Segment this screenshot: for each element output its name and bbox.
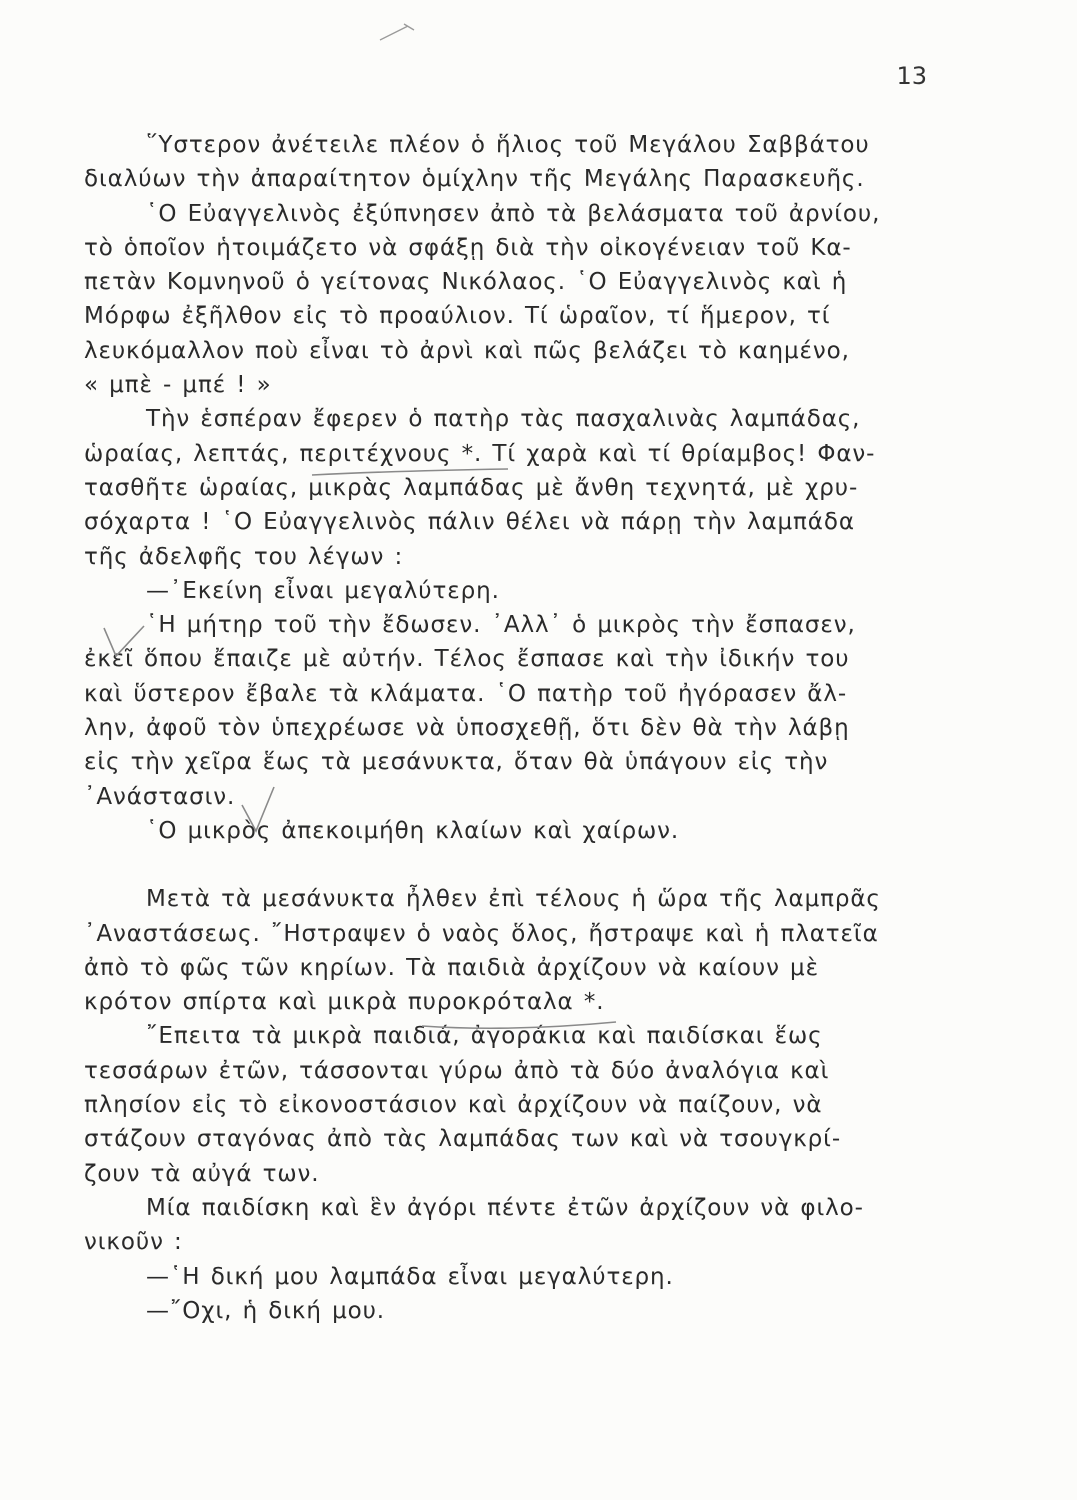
text-line: κρότον σπίρτα καὶ μικρὰ πυροκρόταλα *. (84, 989, 605, 1016)
text-line: ὡραίας, λεπτάς, περιτέχνους *. Τί χαρὰ καὶ τί θρίαμβος! Φαν- (84, 440, 876, 467)
paragraph (84, 882, 944, 1019)
text-line: —῾Η δική μου λαμπάδα εἶναι μεγαλύτερη. (146, 1263, 674, 1290)
dialogue-line (84, 1294, 944, 1328)
page-number: 13 (896, 62, 927, 90)
body-text (84, 128, 944, 1328)
text-line: ῎Επειτα τὰ μικρὰ παιδιά, ἀγοράκια καὶ παιδίσκαι ἕως (146, 1023, 823, 1050)
text-line: ᾿Ανάστασιν. (84, 783, 236, 810)
text-line: διαλύων τὴν ἀπαραίτητον ὁμίχλην τῆς Μεγάλης Παρασκευῆς. (84, 166, 865, 193)
text-line: ῾Η μήτηρ τοῦ τὴν ἔδωσεν. ᾿Αλλ᾿ ὁ μικρὸς τὴν ἔσπασεν, (146, 612, 856, 639)
dialogue-line (84, 574, 944, 608)
dialogue-line (84, 1260, 944, 1294)
text-line: ῾Ο μικρὸς ἀπεκοιμήθη κλαίων καὶ χαίρων. (146, 817, 680, 844)
paragraph (84, 608, 944, 814)
text-line: εἰς τὴν χεῖρα ἕως τὰ μεσάνυκτα, ὅταν θὰ ὑπάγουν εἰς τὴν (84, 749, 829, 776)
paragraph (84, 1191, 944, 1260)
text-line: σόχαρτα ! ῾Ο Εὐαγγελινὸς πάλιν θέλει νὰ πάρῃ τὴν λαμπάδα (84, 509, 855, 536)
text-line: —῎Οχι, ἡ δική μου. (146, 1297, 386, 1324)
text-line: πετὰν Κομνηνοῦ ὁ γείτονας Νικόλαος. ῾Ο Εὐαγγελινὸς καὶ ἡ (84, 269, 848, 296)
paragraph (84, 1019, 944, 1190)
text-line: τεσσάρων ἐτῶν, τάσσονται γύρω ἀπὸ τὰ δύο ἀναλόγια καὶ (84, 1057, 830, 1084)
text-line: « μπὲ - μπέ ! » (84, 372, 272, 399)
text-line: ἐκεῖ ὅπου ἔπαιζε μὲ αὐτήν. Τέλος ἔσπασε καὶ τὴν ἰδικήν του (84, 646, 850, 673)
paragraph (84, 197, 944, 403)
text-line: στάζουν σταγόνας ἀπὸ τὰς λαμπάδας των καὶ νὰ τσουγκρί- (84, 1126, 842, 1153)
text-line: ἀπὸ τὸ φῶς τῶν κηρίων. Τὰ παιδιὰ ἀρχίζουν νὰ καίουν μὲ (84, 954, 819, 981)
text-line: λην, ἀφοῦ τὸν ὑπεχρέωσε νὰ ὑποσχεθῇ, ὅτι δὲν θὰ τὴν λάβῃ (84, 715, 850, 742)
text-line: ῞Υστερον ἀνέτειλε πλέον ὁ ἥλιος τοῦ Μεγάλου Σαββάτου (146, 132, 870, 158)
text-line: ῾Ο Εὐαγγελινὸς ἐξύπνησεν ἀπὸ τὰ βελάσματα τοῦ ἀρνίου, (146, 200, 881, 227)
text-line: τασθῆτε ὡραίας, μικρὰς λαμπάδας μὲ ἄνθη τεχνητά, μὲ χρυ- (84, 474, 859, 501)
text-line: πλησίον εἰς τὸ εἰκονοστάσιον καὶ ἀρχίζουν νὰ παίζουν, νὰ (84, 1092, 823, 1119)
pencil-stray-mark (378, 20, 418, 44)
text-line: —᾿Εκείνη εἶναι μεγαλύτερη. (146, 577, 500, 604)
text-line: Μετὰ τὰ μεσάνυκτα ἦλθεν ἐπὶ τέλους ἡ ὥρα τῆς λαμπρᾶς (146, 886, 881, 913)
text-line: λευκόμαλλον ποὺ εἶναι τὸ ἀρνὶ καὶ πῶς βελάζει τὸ καημένο, (84, 337, 850, 364)
section-gap (84, 848, 944, 882)
text-line: Τὴν ἑσπέραν ἔφερεν ὁ πατὴρ τὰς πασχαλινὰς λαμπάδας, (146, 406, 861, 433)
text-line: νικοῦν : (84, 1229, 183, 1256)
text-line: ζουν τὰ αὐγά των. (84, 1160, 320, 1187)
text-line: Μόρφω ἐξῆλθον εἰς τὸ προαύλιον. Τί ὡραῖον, τί ἥμερον, τί (84, 303, 831, 330)
text-line: ᾿Αναστάσεως. ῎Ηστραψεν ὁ ναὸς ὅλος, ἤστραψε καὶ ἡ πλατεῖα (84, 920, 879, 947)
paragraph (84, 402, 944, 573)
text-line: τῆς ἀδελφῆς του λέγων : (84, 543, 404, 570)
paragraph (84, 814, 944, 848)
text-line: τὸ ὁποῖον ἡτοιμάζετο νὰ σφάξῃ διὰ τὴν οἰκογένειαν τοῦ Κα- (84, 234, 852, 261)
text-line: Μία παιδίσκη καὶ ἓν ἀγόρι πέντε ἐτῶν ἀρχίζουν νὰ φιλο- (146, 1194, 864, 1221)
paragraph (84, 128, 944, 197)
text-line: καὶ ὕστερον ἔβαλε τὰ κλάματα. ῾Ο πατὴρ τοῦ ἠγόρασεν ἄλ- (84, 680, 848, 707)
